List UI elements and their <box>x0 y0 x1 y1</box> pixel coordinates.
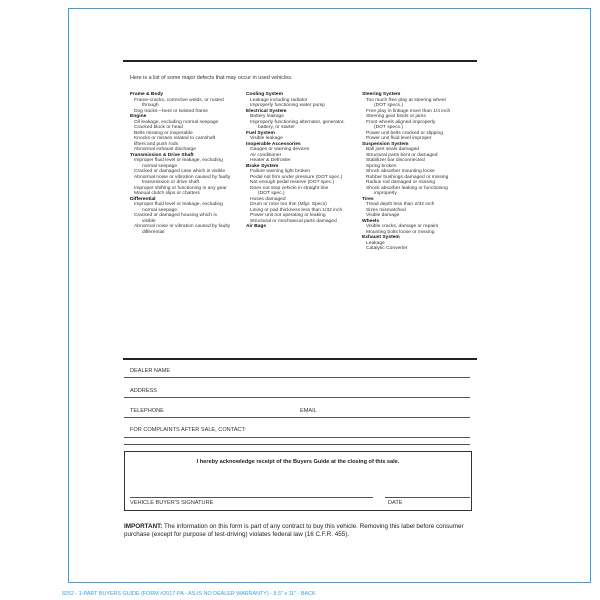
defect-item: Improper shifting or functioning in any gear <box>134 185 227 191</box>
defect-item: Ball joint seals damaged <box>366 147 420 152</box>
defect-item: Free play in linkage more than 1/4 inch <box>366 108 451 114</box>
defect-item: Knocks or misses related to camshaft <box>134 136 216 141</box>
signature-line[interactable] <box>130 497 373 498</box>
defect-item: Too much free play at steering wheel <box>366 97 446 103</box>
defect-item: transmission or drive shaft <box>142 180 200 185</box>
defect-item: Power unit fluid level improper <box>366 136 432 141</box>
defect-item: (DOT specs.) <box>374 103 403 108</box>
telephone-label: TELEPHONE <box>130 408 164 414</box>
defect-section-title: Brake System <box>246 163 279 169</box>
defect-item: Belts missing or inoperable <box>134 130 193 136</box>
defect-item: Stabilizer bar disconnected <box>366 158 425 163</box>
date-label: DATE <box>388 500 403 506</box>
date-line[interactable] <box>385 497 470 498</box>
defect-item: Leakage including radiator <box>250 97 308 103</box>
defect-item: Improper fluid level or leakage, excluding <box>134 158 223 163</box>
defects-column-2 <box>246 92 359 230</box>
defect-section-title: Cooling System <box>246 92 283 97</box>
defect-item: normal seepage <box>142 207 178 213</box>
dealer-name-label: DEALER NAME <box>130 368 171 374</box>
defect-item: Rubber bushings damaged or missing <box>366 174 449 180</box>
defect-section-title: Tires <box>362 196 374 202</box>
defect-item: Abnormal noise or vibration caused by faulty <box>134 224 231 229</box>
defect-item: Sizes mismatched <box>366 207 406 213</box>
defect-section-title: Suspension System <box>362 141 409 147</box>
defect-item: Improperly functioning alternator, generator, <box>250 119 345 125</box>
defect-item: Tread depth less than 2/32 inch <box>366 202 435 207</box>
defect-section-title: Steering System <box>362 92 401 97</box>
defect-item: normal seepage <box>142 163 178 169</box>
defect-item: Mounting bolts loose or missing <box>366 229 435 235</box>
complaints-line-2[interactable] <box>124 444 470 445</box>
defect-item: Improper fluid level or leakage, excluding <box>134 202 223 207</box>
defect-item: lifters and push rods <box>134 141 179 147</box>
defect-item: Radius rod damaged or missing <box>366 180 436 185</box>
telephone-email-line[interactable] <box>124 417 470 418</box>
defect-item: Improperly functioning water pump <box>250 103 326 108</box>
defect-item: Air conditioner <box>250 152 282 158</box>
defect-item: Shock absorber mounting loose <box>366 169 435 174</box>
defects-column-3 <box>362 92 474 252</box>
address-line[interactable] <box>124 397 470 398</box>
important-label: IMPORTANT: <box>124 523 163 530</box>
defect-item: Manual clutch slips or chatters <box>134 191 200 196</box>
important-notice <box>124 523 474 540</box>
defect-item: Lining or pad thickness less than 1/32 inch <box>250 207 343 213</box>
defect-item: Visible cracks, damage or repairs <box>366 224 439 229</box>
defect-item: (DOT specs.) <box>374 125 403 130</box>
defect-item: Structural or mechanical parts damaged <box>250 218 337 224</box>
defects-column-1 <box>130 92 246 235</box>
top-rule <box>123 60 477 62</box>
defect-item: Spring broken <box>366 163 397 169</box>
defect-item: Heater & Defroster <box>250 158 291 163</box>
defect-item: Abnormal noise or vibration caused by faulty <box>134 174 231 180</box>
defect-item: Does not stop vehicle in straight line <box>250 185 329 191</box>
defect-item: Pedal not firm under pressure (DOT spec.) <box>250 174 343 180</box>
defect-item: Front wheels aligned improperly <box>366 119 436 125</box>
defect-item: Not enough pedal reserve (DOT spec.) <box>250 180 335 185</box>
defect-section-title: Inoperable Accessories <box>246 141 301 147</box>
defect-section-title: Differential <box>130 196 156 202</box>
defect-item: Shock absorber leaking or functioning <box>366 185 448 191</box>
defect-item: Failure warning light broken <box>250 169 311 174</box>
defect-section-title: Wheels <box>362 218 380 224</box>
defect-item: Gauges or warning devices <box>250 147 310 152</box>
acknowledgement-text: I hereby acknowledge receipt of the Buyers Guide at the closing of this sale. <box>196 459 400 465</box>
defect-item: Power unit belts cracked or slipping <box>366 130 443 136</box>
defect-section-title: Frame & Body <box>130 92 164 97</box>
defect-section-title: Exhaust System <box>362 235 400 240</box>
defect-item: battery, or starter <box>258 125 295 130</box>
defect-item: Catalytic Converter <box>366 246 408 251</box>
email-label: EMAIL <box>300 408 317 414</box>
intro-text: Here is a list of some major defects that may occur in used vehicles. <box>130 75 293 81</box>
defect-item: Cracked block or head <box>134 125 183 130</box>
form-footer: 8252 - 1-PART BUYERS GUIDE (FORM #2017-PA - AS-IS NO DEALER WARRANTY) - 8.5" x 11" - BACK <box>62 591 316 597</box>
defect-item: Dog tracks—bent or twisted frame <box>134 108 208 114</box>
defect-section-title: Transmission & Drive Shaft <box>130 152 194 158</box>
defect-item: differential <box>142 229 165 235</box>
defect-item: Drum or rotor too thin (Mfgr. Specs) <box>250 202 327 207</box>
defect-item: through <box>142 103 159 108</box>
defect-item: Structural parts bent or damaged <box>366 152 438 158</box>
defect-item: Visible leakage <box>250 136 283 141</box>
defect-item: visible <box>142 218 156 224</box>
defect-item: Oil leakage, excluding normal seepage <box>134 119 219 125</box>
defect-item: Visible damage <box>366 213 400 218</box>
important-text: The information on this form is part of any contract to buy this vehicle. Removing this label before consumer purchase (except for purpose of test-driving) violates federal law (16 C.F.R. 455). <box>124 523 464 539</box>
defect-item: Battery leakage <box>250 114 284 119</box>
defect-item: Power unit not operating or leaking <box>250 213 326 218</box>
defect-item: Cracked or damaged case which is visible <box>134 169 226 174</box>
defect-item: Leakage <box>366 240 385 246</box>
defect-section-title: Air Bags <box>246 224 267 229</box>
defect-item: Cracked or damaged housing which is <box>134 213 217 218</box>
signature-label: VEHICLE BUYER'S SIGNATURE <box>130 500 214 506</box>
dealer-name-line[interactable] <box>124 377 470 378</box>
defect-section-title: Fuel System <box>246 130 275 136</box>
complaints-line-1[interactable] <box>124 437 470 438</box>
defect-item: Frame-cracks, corrective welds, or rusted <box>134 97 224 103</box>
defect-item: Steering gear binds or jams <box>366 114 426 119</box>
defect-item: Hoses damaged <box>250 196 286 202</box>
defect-item: (DOT spec.) <box>258 191 285 196</box>
defect-item: Abnormal exhaust discharge <box>134 147 196 152</box>
address-label: ADDRESS <box>130 388 158 394</box>
defect-item: improperly <box>374 191 397 196</box>
defect-section-title: Engine <box>130 114 147 119</box>
middle-rule <box>123 358 477 360</box>
complaints-label: FOR COMPLAINTS AFTER SALE, CONTACT: <box>130 427 246 433</box>
defect-section-title: Electrical System <box>246 108 287 114</box>
